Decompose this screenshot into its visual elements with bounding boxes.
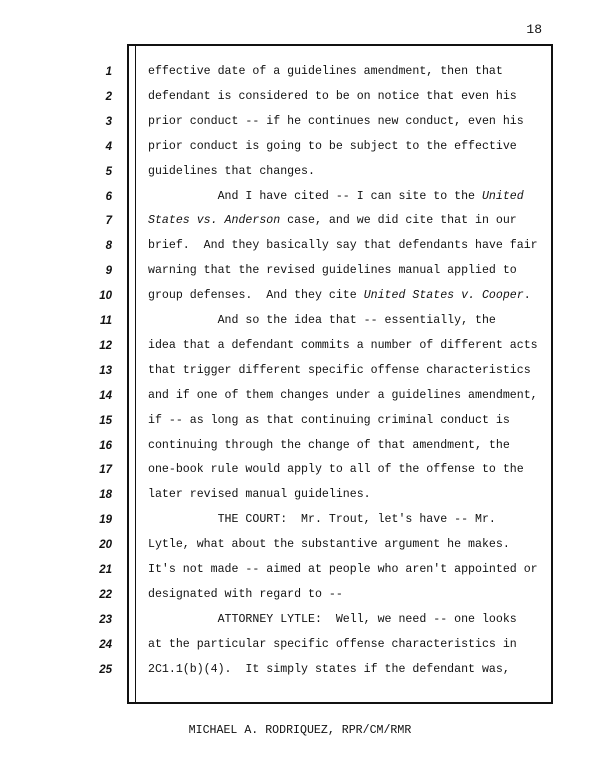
text-segment: It's not made -- aimed at people who aren't appointed or (148, 563, 538, 576)
line-text (148, 259, 517, 283)
text-segment: one-book rule would apply to all of the offense to the (148, 463, 524, 477)
line-text (148, 85, 517, 109)
text-segment: that trigger different specific offense characteristics (148, 363, 531, 377)
line-number: 20 (99, 539, 112, 552)
line-text (148, 209, 517, 233)
line-number: 24 (99, 638, 112, 651)
line-number: 12 (99, 339, 112, 352)
text-segment: guidelines that changes. (148, 164, 315, 178)
text-segment: defendant is considered to be on notice that even his (148, 89, 517, 103)
line-number: 11 (100, 315, 112, 327)
line-number: 23 (99, 613, 112, 626)
text-segment: 2C1.1(b)(4). It simply states if the defendant was, (148, 662, 510, 676)
line-text (148, 334, 538, 358)
text-segment: effective date of a guidelines amendment, then that (148, 65, 503, 78)
line-number: 6 (105, 190, 112, 203)
line-number: 16 (99, 439, 112, 452)
text-segment: group defenses. And they cite (148, 289, 364, 303)
line-text (148, 135, 517, 159)
text-segment: case, and we did cite that in our (280, 214, 517, 228)
line-number: 19 (99, 514, 112, 527)
text-segment: if -- as long as that continuing criminal conduct is (148, 413, 510, 427)
line-text (148, 458, 524, 482)
line-text (148, 185, 524, 209)
line-text (148, 234, 538, 258)
text-segment: And so the idea that -- essentially, the (148, 314, 496, 327)
line-number: 15 (99, 414, 112, 427)
italic-citation: United (481, 189, 524, 203)
line-number: 9 (105, 265, 112, 278)
line-text (148, 633, 517, 657)
line-text (148, 483, 371, 507)
line-text (148, 284, 531, 308)
text-segment: warning that the revised guidelines manual applied to (148, 264, 517, 278)
line-number: 3 (105, 115, 112, 128)
line-text (148, 110, 524, 134)
line-number: 21 (99, 564, 112, 576)
line-text (148, 160, 315, 184)
line-text (148, 533, 510, 557)
line-number: 14 (99, 389, 112, 402)
line-text (148, 658, 510, 682)
text-segment: later revised manual guidelines. (148, 488, 371, 502)
text-segment: prior conduct is going to be subject to the effective (148, 139, 517, 153)
italic-citation: States vs. Anderson (148, 214, 281, 228)
line-text (148, 508, 496, 532)
line-text (148, 558, 538, 582)
line-number: 1 (105, 66, 112, 78)
text-segment: designated with regard to -- (148, 587, 343, 601)
text-segment: brief. And they basically say that defendants have fair (148, 239, 538, 253)
text-segment: prior conduct -- if he continues new conduct, even his (148, 114, 524, 128)
italic-citation: United States v. Cooper (363, 289, 524, 303)
line-text (148, 359, 531, 383)
line-number: 8 (105, 240, 112, 253)
text-segment: at the particular specific offense characteristics in (148, 637, 517, 651)
line-text (148, 583, 343, 607)
reporter-footer: MICHAEL A. RODRIQUEZ, RPR/CM/RMR (188, 724, 412, 737)
text-segment: continuing through the change of that amendment, the (148, 438, 510, 452)
line-text (148, 60, 503, 84)
text-segment: ATTORNEY LYTLE: Well, we need -- one looks (148, 612, 517, 626)
line-number: 7 (105, 215, 112, 228)
line-number: 22 (99, 588, 112, 601)
page-number: 18 (526, 22, 542, 37)
text-segment: idea that a defendant commits a number of different acts (148, 338, 538, 352)
text-segment: and if one of them changes under a guidelines amendment, (148, 388, 538, 402)
text-segment: Lytle, what about the substantive argument he makes. (148, 538, 510, 552)
line-text (148, 409, 510, 433)
line-number: 13 (99, 364, 112, 377)
line-number: 25 (99, 663, 112, 676)
line-text (148, 309, 496, 333)
text-segment: . (523, 289, 531, 303)
line-number: 10 (99, 290, 112, 303)
text-segment: And I have cited -- I can site to the (148, 189, 482, 203)
line-number: 4 (105, 140, 112, 153)
line-number: 18 (99, 489, 112, 502)
line-text (148, 608, 517, 632)
line-number: 17 (99, 464, 112, 477)
text-segment: THE COURT: Mr. Trout, let's have -- Mr. (148, 513, 496, 527)
line-number: 2 (105, 90, 112, 103)
line-text (148, 384, 538, 408)
line-text (148, 434, 510, 458)
line-number: 5 (105, 165, 112, 178)
